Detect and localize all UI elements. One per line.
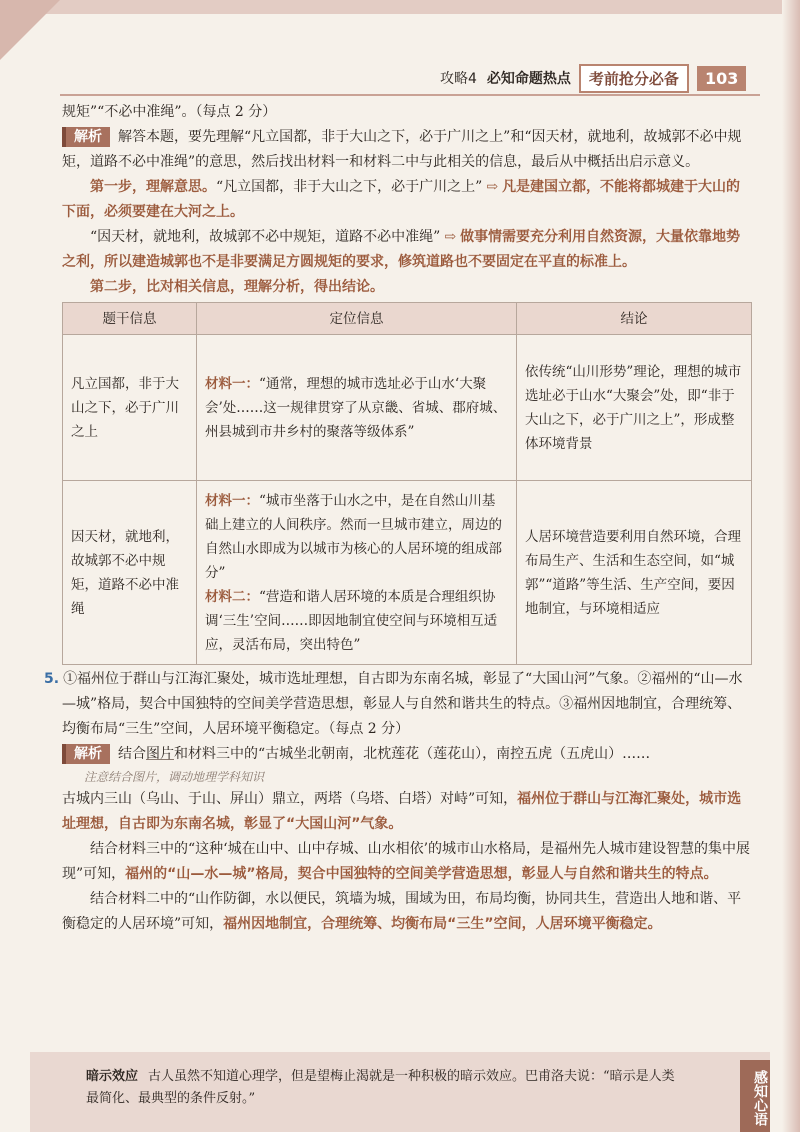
table-row bbox=[63, 335, 752, 481]
analysis-2: 解析 结合图片和材料三中的“古城坐北朝南，北枕莲花（莲花山），南控五虎（五虎山）…… bbox=[62, 742, 752, 767]
footer-tip bbox=[30, 1052, 770, 1132]
step-2: 第二步，比对相关信息，理解分析，得出结论。 bbox=[90, 279, 384, 295]
analysis-2-p1: 古城内三山（乌山、于山、屏山）鼎立，两塔（乌塔、白塔）对峙”可知，福州位于群山与江海汇聚处，城市选址理想，自古即为东南名城，彰显了“大国山河”气象。 bbox=[62, 791, 742, 832]
table-row bbox=[63, 481, 752, 665]
location-cell: 材料一：“城市坐落于山水之中，是在自然山川基础上建立的人间秩序。然而一旦城市建立，周边的自然山水即成为以城市为核心的人居环境的组成部分” 材料二：“营造和谐人居环境的本质是合理组织协调‘三生’空间……即因地制宜使空间与环境相互适应，灵活布局，突出特色” bbox=[197, 481, 517, 665]
table-header: 结论 bbox=[517, 303, 752, 335]
step-1b: “因天材，就地利，故城郭不必中规矩，道路不必中准绳” ⇨ 做事情需要充分利用自然资源，大量依靠地势之利，所以建造城郭也不是非要满足方圆规矩的要求，修筑道路也不要固定在平直的标准上。 bbox=[62, 229, 741, 270]
analysis-2-p3: 结合材料二中的“山作防御，水以便民，筑墙为城，围域为田，布局均衡，协同共生，营造出人地和谐、平衡稳定的人居环境”可知，福州因地制宜，合理统筹、均衡布局“三生”空间，人居环境平衡稳定。 bbox=[62, 891, 742, 932]
stem-cell: 因天材，就地利，故城郭不必中规矩，道路不必中准绳 bbox=[63, 481, 197, 665]
page-header bbox=[440, 64, 746, 92]
table-header-row bbox=[63, 303, 752, 335]
tip-text: 古人虽然不知道心理学，但是望梅止渴就是一种积极的暗示效应。巴甫洛夫说：“暗示是人类最简化、最典型的条件反射。” bbox=[86, 1069, 675, 1106]
table-header: 题干信息 bbox=[63, 303, 197, 335]
handwritten-note: 注意结合图片，调动地理学科知识 bbox=[84, 770, 265, 784]
location-cell: 材料一：“通常，理想的城市选址必于山水‘大聚会’处……这一规律贯穿了从京畿、省城、郡府城、州县城到市井乡村的聚落等级体系” bbox=[197, 335, 517, 481]
stem-cell: 凡立国都，非于大山之下，必于广川之上 bbox=[63, 335, 197, 481]
intro-line: 规矩”“不必中准绳”。（每点 2 分） bbox=[62, 104, 277, 120]
analysis-2-p2: 结合材料三中的“这种‘城在山中、山中存城、山水相依’的城市山水格局，是福州先人城市建设智慧的集中展现”可知，福州的“山—水—城”格局，契合中国独特的空间美学营造思想，彰显人与自然和谐共生的特点。 bbox=[62, 841, 751, 882]
page-right-edge bbox=[782, 0, 800, 1132]
question-number: 5. bbox=[44, 671, 60, 687]
conclusion-cell: 依传统“山川形势”理论，理想的城市选址必于山水“大聚会”处，即“非于大山之下，必于广川之上”，形成整体环境背景 bbox=[517, 335, 752, 481]
arrow-icon: ⇨ bbox=[486, 179, 499, 195]
page-corner bbox=[0, 0, 60, 60]
analysis-badge: 解析 bbox=[62, 744, 110, 764]
header-divider bbox=[60, 94, 760, 96]
section-tag: 考前抢分必备 bbox=[579, 64, 689, 93]
conclusion-cell: 人居环境营造要利用自然环境，合理布局生产、生活和生态空间，如“城郭”“道路”等生活、生产空间，要因地制宜，与环境相适应 bbox=[517, 481, 752, 665]
page-number: 103 bbox=[697, 66, 746, 91]
analysis-badge: 解析 bbox=[62, 127, 110, 147]
arrow-icon: ⇨ bbox=[444, 229, 457, 245]
footer-side-label: 感知心语 bbox=[740, 1060, 770, 1132]
main-content bbox=[44, 100, 752, 937]
analysis-table bbox=[62, 302, 752, 665]
answer-5: 5. ①福州位于群山与江海汇聚处，城市选址理想，自古即为东南名城，彰显了“大国山河”气象。②福州的“山—水—城”格局，契合中国独特的空间美学营造思想，彰显人与自然和谐共生的特点。③福州因地制宜，合理统筹、均衡布局“三生”空间，人居环境平衡稳定。（每点 2 分） bbox=[44, 671, 743, 737]
analysis-1: 解析 解答本题，要先理解“凡立国都，非于大山之下，必于广川之上”和“因天材，就地利，故城郭不必中规矩，道路不必中准绳”的意思，然后找出材料一和材料二中与此相关的信息，最后从中概括出启示意义。 bbox=[62, 129, 742, 170]
table-header: 定位信息 bbox=[197, 303, 517, 335]
page-top-edge bbox=[0, 0, 800, 14]
breadcrumb: 攻略4 必知命题热点 bbox=[440, 71, 571, 87]
tip-title: 暗示效应 bbox=[86, 1069, 139, 1084]
step-1: 第一步，理解意思。“凡立国都，非于大山之下，必于广川之上” ⇨ 凡是建国立都，不能将都城建于大山的下面，必须要建在大河之上。 bbox=[62, 179, 741, 220]
